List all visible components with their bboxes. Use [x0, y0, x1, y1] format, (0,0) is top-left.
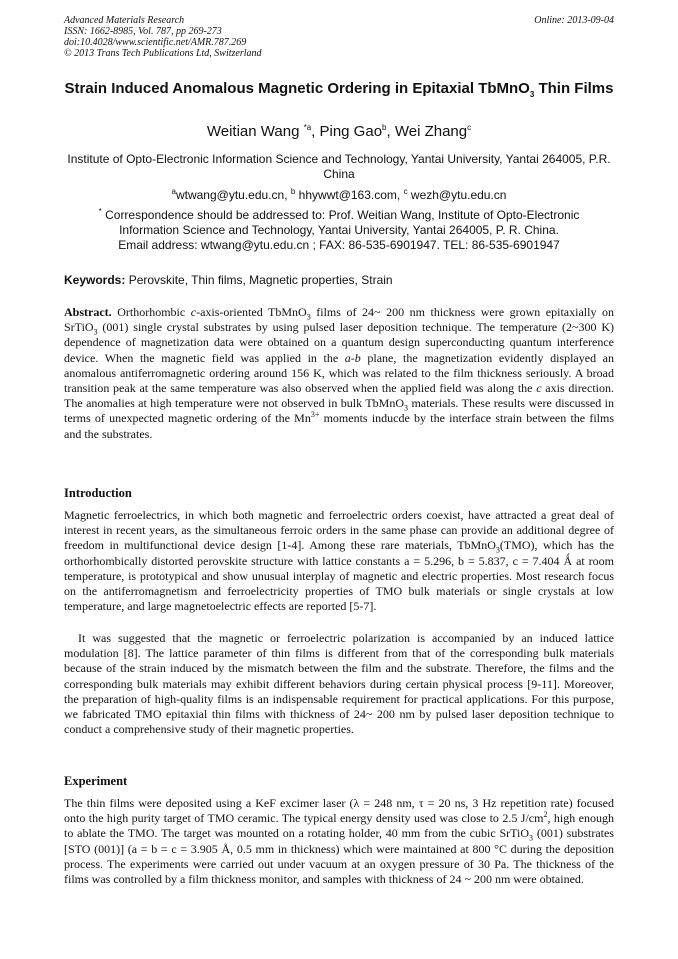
correspondence-line-1	[64, 208, 614, 223]
author-list	[64, 123, 614, 141]
journal-name: Advanced Materials Research	[64, 15, 185, 26]
keywords	[64, 273, 614, 288]
abstract-italic: c	[536, 381, 542, 396]
abstract-italic: a-b	[344, 350, 361, 365]
author-2: , Ping Gao	[311, 123, 383, 140]
author-1: Weitian Wang	[206, 123, 304, 140]
paper-title	[64, 80, 614, 98]
intro-text: Magnetic ferroelectrics, in which both magnetic and ferroelectric orders coexist, have attracted a great deal of interest in recent years, as the simultaneous ferroic orders in the same phase can provide an additional degree of freedom in multifunctional device design [1-4]. Among these rare materials, TbMnO	[64, 508, 614, 553]
correspondence	[64, 208, 614, 253]
abstract-text: moments inducde by the interface strain between the films and the substrates.	[64, 411, 614, 441]
title-main: Strain Induced Anomalous Magnetic Ordering in Epitaxial TbMnO	[64, 80, 530, 97]
abstract-text: plane, the magnetization evidently displayed an anomalous antiferromagnetic ordering around 156 K, which was related to the film thickness seriously. A broad transition peak at the same temperature was also observed when the applied field was along the	[64, 350, 615, 396]
email-3[interactable]: wezh@ytu.edu.cn	[407, 188, 507, 202]
journal-header	[64, 15, 614, 59]
section-heading-introduction: Introduction	[64, 486, 132, 500]
abstract-label: Abstract.	[64, 305, 112, 319]
exp-sub: 3	[529, 833, 534, 843]
intro-sub: 3	[495, 545, 500, 555]
title-subscript: 3	[529, 90, 535, 99]
author-emails	[64, 188, 614, 203]
abstract-text: axis direction. The anomalies at high temperature were not observed in bulk TbMnO	[64, 381, 615, 411]
email-mark-c: c	[403, 187, 408, 196]
abstract	[64, 305, 614, 442]
title-rest: Thin Films	[534, 80, 614, 97]
section-heading-experiment: Experiment	[64, 774, 128, 788]
email-2[interactable]: hhywwt@163.com,	[295, 188, 404, 202]
abstract-sub: 3	[404, 403, 409, 413]
abstract-text: Orthorhombic	[111, 305, 191, 319]
correspondence-line-3: Email address: wtwang@ytu.edu.cn ; FAX: 86-535-6901947. TEL: 86-535-6901947	[118, 238, 560, 252]
affiliation: Institute of Opto-Electronic Information Science and Technology, Yantai University, Yantai 264005, P.R. China	[67, 152, 611, 181]
keywords-label: Keywords:	[64, 273, 126, 287]
abstract-text: materials. These results were discussed in terms of unexpected magnetic ordering of the Mn	[64, 396, 615, 426]
exp-text: The thin films were deposited using a KeF excimer laser (λ = 248 nm, τ = 20 ns, 3 Hz repetition rate) focused onto the high purity target of TMO ceramic. The typical energy density used was close to 2.5 J/cm	[64, 796, 614, 826]
abstract-sup: 3+	[310, 410, 320, 420]
abstract-text: -axis-oriented TbMnO	[196, 305, 307, 319]
correspondence-line-2: Information Science and Technology, Yantai University, Yantai 264005, P. R. China.	[119, 223, 559, 237]
online-date: Online: 2013-09-04	[534, 15, 614, 26]
email-mark-a: a	[171, 187, 176, 196]
email-1[interactable]: wtwang@ytu.edu.cn,	[175, 188, 291, 202]
abstract-text: (001) single crystal substrates by using pulsed laser deposition technique. The temperature (2~300 K) dependence of magnetization data were obtained on a quantum design superconducting quantum interference device. When the magnetic field was applied in the	[64, 320, 614, 365]
correspondence-star: *	[98, 207, 102, 216]
issn: ISSN: 1662-8985, Vol. 787, pp 269-273	[64, 26, 222, 37]
abstract-sub: 3	[93, 327, 98, 337]
introduction-paragraph-1	[64, 508, 614, 614]
author-3: , Wei Zhang	[386, 123, 468, 140]
correspondence-text-1: Correspondence should be addressed to: Prof. Weitian Wang, Institute of Opto-Electronic	[101, 208, 580, 222]
doi: doi:10.4028/www.scientific.net/AMR.787.269	[64, 37, 247, 48]
exp-text: (001) substrates [STO (001)] (a = b = c = 3.905 Å, 0.5 mm in thickness) which were maintained at 800 °C during the deposition process. The experiments were carried out under vacuum at an oxygen pressure of 30 Pa. The thickness of the films was controlled by a film thickness monitor, and samples with thickness of 24 ~ 200 nm were obtained.	[64, 826, 614, 887]
exp-sup: 2	[543, 810, 548, 820]
author-3-mark: c	[467, 123, 472, 132]
introduction-paragraph-2: It was suggested that the magnetic or ferroelectric polarization is accompanied by an induced lattice modulation [8]. The lattice parameter of thin films is different from that of the corresponding bulk materials because of the strain induced by the mismatch between the film and the substrate. Therefore, the films and the corresponding bulk materials may exhibit different behaviors during certain physical process [9-11]. Moreover, the preparation of high-quality films is an indispensable requirement for practical applications. For this purpose, we fabricated TMO epitaxial thin films with thickness of 24~ 200 nm by pulsed laser deposition technique to conduct a comprehensive study of their magnetic properties.	[64, 631, 614, 737]
exp-text: , high enough to ablate the TMO. The target was mounted on a rotating holder, 40 mm from the cubic SrTiO	[64, 811, 614, 841]
abstract-text: films of 24~ 200 nm thickness were grown epitaxially on SrTiO	[64, 305, 614, 335]
email-mark-b: b	[290, 187, 296, 196]
copyright: © 2013 Trans Tech Publications Ltd, Switzerland	[64, 48, 262, 59]
author-2-mark: b	[382, 123, 387, 132]
intro-text: (TMO), which has the orthorhombically distorted perovskite structure with lattice constants a = 5.296, b = 5.837, c = 7.404 Ǻ at room temperature, is prototypical and show unusual interplay of magnetic and electric properties. Most research focus on the antiferromagnetism and ferroelectricity properties of TMO bulk materials or single crystals at low temperature, and large magnetoelectric effects are reported [5-7].	[64, 538, 614, 614]
author-1-mark: *a	[303, 123, 312, 132]
keywords-text: Perovskite, Thin films, Magnetic properties, Strain	[125, 273, 393, 287]
experiment-paragraph-1	[64, 796, 614, 887]
abstract-sub: 3	[306, 312, 311, 322]
abstract-italic: c	[190, 305, 197, 319]
